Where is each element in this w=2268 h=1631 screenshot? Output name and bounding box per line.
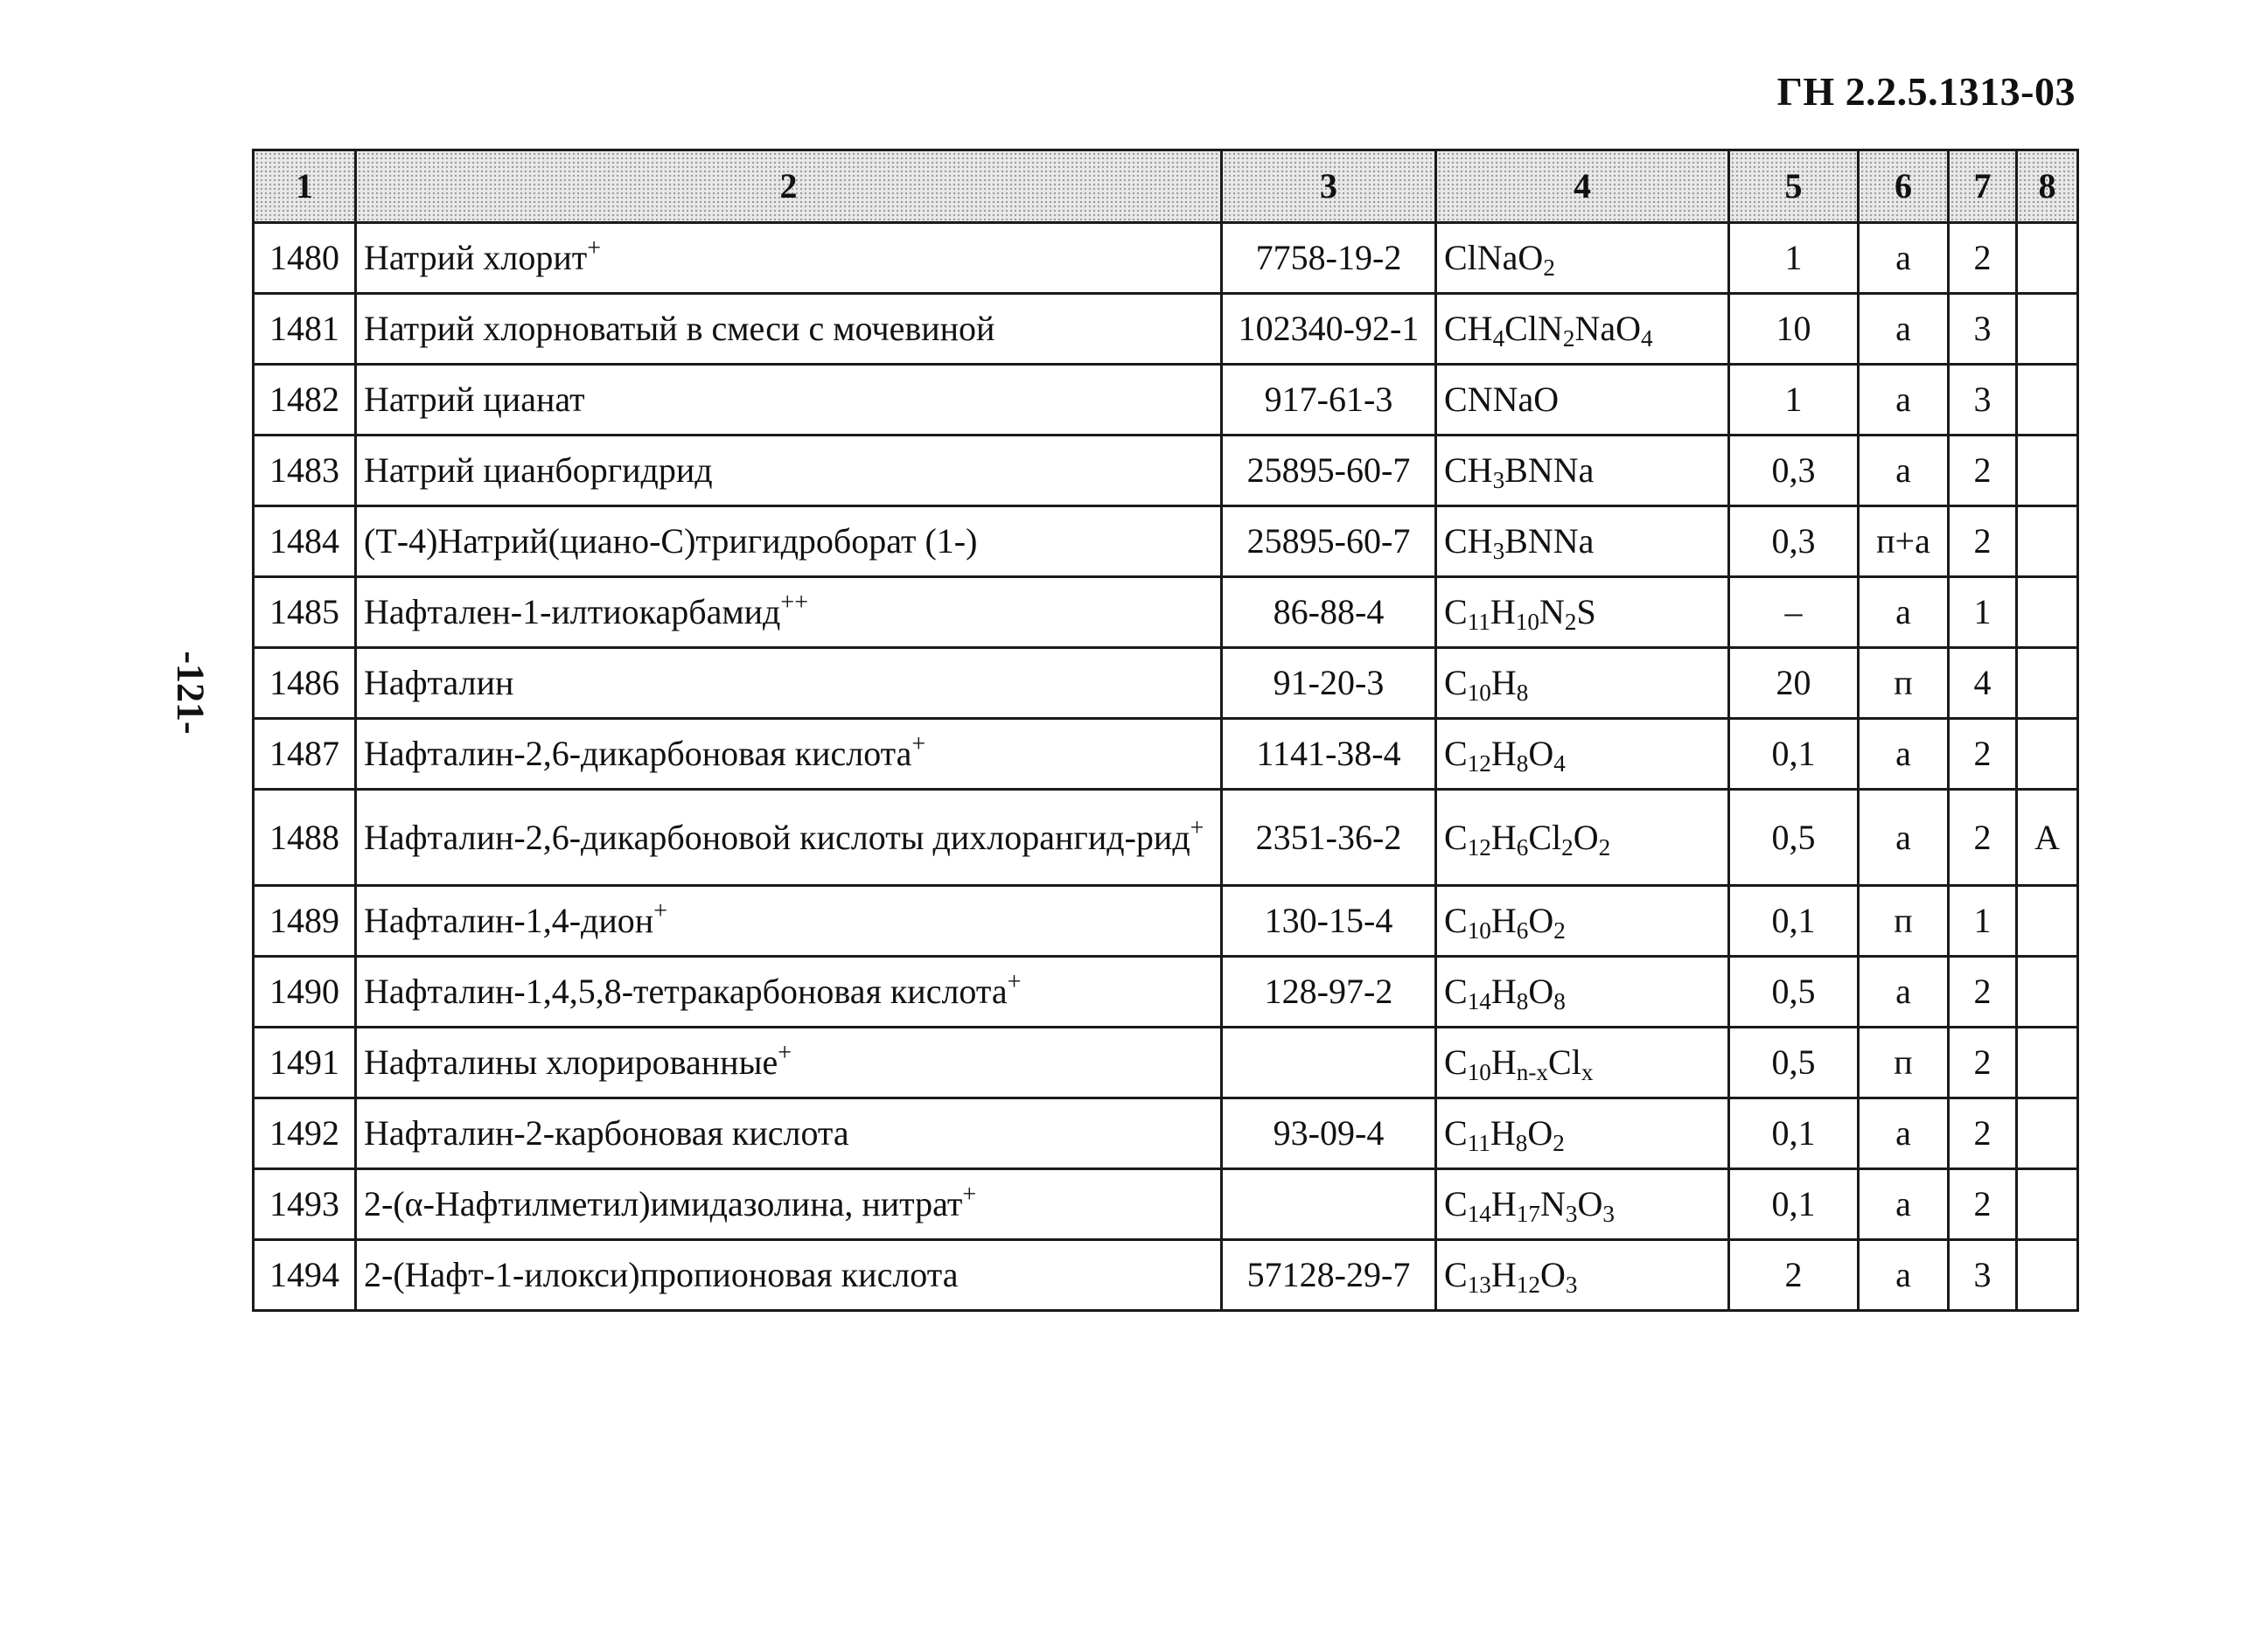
note-cell (2017, 1028, 2078, 1098)
row-number-cell: 1493 (254, 1169, 356, 1240)
hazard-class-cell: 2 (1949, 957, 2017, 1028)
formula-text: C (1444, 1113, 1468, 1153)
formula-cell (1436, 1098, 1729, 1169)
aggregate-state-cell: п (1859, 886, 1949, 957)
formula-subscript: 3 (1492, 466, 1505, 493)
limit-value-cell: 1 (1729, 365, 1859, 436)
formula-cell (1436, 365, 1729, 436)
table-body (254, 223, 2078, 1311)
note-cell (2017, 1169, 2078, 1240)
formula-cell (1436, 648, 1729, 719)
substance-name-cell (356, 223, 1222, 294)
column-header: 7 (1949, 150, 2017, 223)
column-header: 8 (2017, 150, 2078, 223)
row-number-cell: 1492 (254, 1098, 356, 1169)
substance-name-mark: + (911, 730, 926, 758)
limit-value-cell: 0,5 (1729, 1028, 1859, 1098)
note-cell (2017, 436, 2078, 506)
formula-text: Cl (1548, 1042, 1581, 1082)
formula-cell (1436, 957, 1729, 1028)
formula-cell (1436, 1240, 1729, 1311)
formula-text: H (1490, 1042, 1517, 1082)
aggregate-state-cell: а (1859, 1240, 1949, 1311)
substance-name-cell (356, 1098, 1222, 1169)
formula-subscript: 8 (1516, 749, 1529, 777)
table-row (254, 436, 2078, 506)
formula-subscript: 2 (1598, 833, 1611, 861)
cas-number-cell (1222, 1028, 1436, 1098)
formula-text: H (1490, 901, 1517, 940)
page-number: -121- (169, 651, 213, 735)
cas-number-cell: 2351-36-2 (1222, 790, 1436, 886)
substance-name: Нафтален-1-илтиокарбамид (364, 592, 781, 631)
column-header: 4 (1436, 150, 1729, 223)
limit-value-cell: 0,1 (1729, 719, 1859, 790)
formula-subscript: n-x (1516, 1058, 1549, 1085)
note-cell (2017, 1098, 2078, 1169)
substance-name-mark: + (1007, 968, 1022, 996)
formula-subscript: 2 (1561, 833, 1574, 861)
formula-subscript: 12 (1516, 1271, 1540, 1298)
hazard-class-cell: 2 (1949, 1028, 2017, 1098)
formula-text: ClN (1504, 309, 1563, 348)
formula-subscript: 6 (1516, 833, 1529, 861)
limit-value-cell: – (1729, 577, 1859, 648)
hazard-class-cell: 2 (1949, 1098, 2017, 1169)
formula-subscript: 3 (1565, 1200, 1578, 1227)
limit-value-cell: 0,1 (1729, 1098, 1859, 1169)
formula-subscript: 8 (1553, 987, 1566, 1014)
formula-subscript: 4 (1640, 324, 1653, 352)
substance-name: Нафталин-1,4-дион (364, 901, 654, 940)
limit-value-cell: 2 (1729, 1240, 1859, 1311)
hazard-class-cell: 2 (1949, 1169, 2017, 1240)
table-row (254, 506, 2078, 577)
cas-number-cell: 128-97-2 (1222, 957, 1436, 1028)
formula-text: C (1444, 1184, 1468, 1223)
substance-name-cell (356, 719, 1222, 790)
substance-name: Натрий цианборгидрид (364, 450, 713, 490)
table-row (254, 1169, 2078, 1240)
substance-name-cell (356, 577, 1222, 648)
formula-subscript: 11 (1467, 608, 1490, 635)
table-row (254, 365, 2078, 436)
substance-name: Натрий цианат (364, 380, 585, 419)
formula-subscript: 3 (1565, 1271, 1578, 1298)
row-number-cell: 1490 (254, 957, 356, 1028)
cas-number-cell: 91-20-3 (1222, 648, 1436, 719)
substance-name-mark: + (653, 897, 668, 925)
note-cell (2017, 577, 2078, 648)
substance-name-cell (356, 365, 1222, 436)
limit-value-cell: 0,3 (1729, 436, 1859, 506)
aggregate-state-cell: а (1859, 1169, 1949, 1240)
formula-cell (1436, 223, 1729, 294)
table-row (254, 223, 2078, 294)
hazard-class-cell: 1 (1949, 886, 2017, 957)
formula-text: H (1490, 663, 1517, 702)
substance-name: 2-(α-Нафтилметил)имидазолина, нитрат (364, 1184, 963, 1223)
cas-number-cell: 102340-92-1 (1222, 294, 1436, 365)
substance-name-cell (356, 1240, 1222, 1311)
substance-name-cell (356, 506, 1222, 577)
substance-name: Натрий хлорит (364, 238, 588, 277)
formula-text: C (1444, 817, 1468, 857)
substance-name: 2-(Нафт-1-илокси)пропионовая кислота (364, 1255, 959, 1294)
formula-text: C (1444, 592, 1468, 631)
formula-subscript: 2 (1553, 1129, 1565, 1156)
formula-subscript: 4 (1553, 749, 1566, 777)
formula-text: H (1490, 1184, 1517, 1223)
formula-subscript: 8 (1516, 679, 1529, 706)
note-cell (2017, 957, 2078, 1028)
formula-subscript: 10 (1467, 679, 1491, 706)
note-cell (2017, 294, 2078, 365)
formula-text: CH (1444, 521, 1493, 561)
formula-text: BNNa (1504, 450, 1595, 490)
substance-name-mark: + (778, 1039, 792, 1067)
table-row (254, 1098, 2078, 1169)
formula-subscript: 17 (1516, 1200, 1540, 1227)
cas-number-cell (1222, 1169, 1436, 1240)
formula-text: CNNaO (1444, 380, 1560, 419)
substance-name-mark: ++ (780, 589, 808, 617)
aggregate-state-cell: а (1859, 436, 1949, 506)
formula-text: N (1539, 592, 1565, 631)
aggregate-state-cell: п (1859, 1028, 1949, 1098)
limit-value-cell: 0,3 (1729, 506, 1859, 577)
formula-text: ClNaO (1444, 238, 1544, 277)
substances-table (252, 149, 2079, 1312)
cas-number-cell: 130-15-4 (1222, 886, 1436, 957)
substance-name-cell (356, 1028, 1222, 1098)
substance-name: Нафталин-1,4,5,8-тетракарбоновая кислота (364, 972, 1008, 1011)
column-header: 1 (254, 150, 356, 223)
table-row (254, 1028, 2078, 1098)
substance-name-mark: + (1190, 814, 1204, 842)
substance-name-cell (356, 436, 1222, 506)
formula-text: Cl (1528, 817, 1562, 857)
formula-text: O (1528, 901, 1554, 940)
hazard-class-cell: 2 (1949, 790, 2017, 886)
row-number-cell: 1480 (254, 223, 356, 294)
row-number-cell: 1481 (254, 294, 356, 365)
row-number-cell: 1494 (254, 1240, 356, 1311)
formula-cell (1436, 790, 1729, 886)
formula-subscript: x (1581, 1058, 1594, 1085)
note-cell (2017, 886, 2078, 957)
formula-cell (1436, 1028, 1729, 1098)
cas-number-cell: 25895-60-7 (1222, 436, 1436, 506)
formula-text: S (1576, 592, 1596, 631)
table-row (254, 1240, 2078, 1311)
note-cell (2017, 648, 2078, 719)
row-number-cell: 1488 (254, 790, 356, 886)
formula-text: BNNa (1504, 521, 1595, 561)
document-code: ГН 2.2.5.1313-03 (1776, 69, 2076, 114)
table-row (254, 957, 2078, 1028)
formula-subscript: 8 (1516, 987, 1529, 1014)
formula-text: O (1527, 1113, 1553, 1153)
table-row (254, 648, 2078, 719)
aggregate-state-cell: п (1859, 648, 1949, 719)
aggregate-state-cell: а (1859, 577, 1949, 648)
row-number-cell: 1484 (254, 506, 356, 577)
hazard-class-cell: 2 (1949, 223, 2017, 294)
table-row (254, 719, 2078, 790)
table-row (254, 790, 2078, 886)
substance-name-cell (356, 294, 1222, 365)
hazard-class-cell: 3 (1949, 365, 2017, 436)
formula-subscript: 14 (1467, 1200, 1491, 1227)
limit-value-cell: 20 (1729, 648, 1859, 719)
row-number-cell: 1486 (254, 648, 356, 719)
formula-subscript: 11 (1467, 1129, 1490, 1156)
row-number-cell: 1491 (254, 1028, 356, 1098)
hazard-class-cell: 1 (1949, 577, 2017, 648)
formula-text: C (1444, 1255, 1468, 1294)
formula-subscript: 13 (1467, 1271, 1491, 1298)
hazard-class-cell: 3 (1949, 1240, 2017, 1311)
table-row (254, 577, 2078, 648)
aggregate-state-cell: а (1859, 719, 1949, 790)
aggregate-state-cell: п+а (1859, 506, 1949, 577)
hazard-class-cell: 4 (1949, 648, 2017, 719)
formula-subscript: 10 (1467, 1058, 1491, 1085)
formula-cell (1436, 886, 1729, 957)
limit-value-cell: 1 (1729, 223, 1859, 294)
substance-name: (Т-4)Натрий(циано-С)тригидроборат (1-) (364, 521, 978, 561)
aggregate-state-cell: а (1859, 1098, 1949, 1169)
row-number-cell: 1482 (254, 365, 356, 436)
formula-subscript: 14 (1467, 987, 1491, 1014)
formula-subscript: 2 (1553, 917, 1566, 944)
aggregate-state-cell: а (1859, 223, 1949, 294)
formula-text: CH (1444, 309, 1493, 348)
limit-value-cell: 0,5 (1729, 790, 1859, 886)
cas-number-cell: 7758-19-2 (1222, 223, 1436, 294)
limit-value-cell: 0,5 (1729, 957, 1859, 1028)
note-cell (2017, 365, 2078, 436)
aggregate-state-cell: а (1859, 365, 1949, 436)
formula-text: H (1490, 972, 1517, 1011)
formula-text: O (1528, 734, 1554, 773)
formula-text: N (1539, 1184, 1566, 1223)
cas-number-cell: 25895-60-7 (1222, 506, 1436, 577)
cas-number-cell: 1141-38-4 (1222, 719, 1436, 790)
formula-subscript: 2 (1562, 324, 1575, 352)
formula-text: NaO (1574, 309, 1641, 348)
cas-number-cell: 93-09-4 (1222, 1098, 1436, 1169)
formula-subscript: 8 (1515, 1129, 1528, 1156)
substance-name-cell (356, 648, 1222, 719)
formula-cell (1436, 577, 1729, 648)
hazard-class-cell: 2 (1949, 719, 2017, 790)
row-number-cell: 1483 (254, 436, 356, 506)
substance-name-cell (356, 957, 1222, 1028)
formula-text: C (1444, 1042, 1468, 1082)
formula-cell (1436, 1169, 1729, 1240)
cas-number-cell: 57128-29-7 (1222, 1240, 1436, 1311)
formula-text: H (1490, 1113, 1516, 1153)
note-cell: А (2017, 790, 2078, 886)
substance-name: Нафталин-2-карбоновая кислота (364, 1113, 849, 1153)
row-number-cell: 1485 (254, 577, 356, 648)
substance-name-cell (356, 1169, 1222, 1240)
formula-text: C (1444, 734, 1468, 773)
note-cell (2017, 506, 2078, 577)
substance-name-cell (356, 886, 1222, 957)
column-header: 5 (1729, 150, 1859, 223)
table-row (254, 294, 2078, 365)
formula-text: C (1444, 901, 1468, 940)
aggregate-state-cell: а (1859, 790, 1949, 886)
note-cell (2017, 223, 2078, 294)
note-cell (2017, 719, 2078, 790)
formula-cell (1436, 294, 1729, 365)
formula-text: H (1490, 592, 1516, 631)
substance-name: Натрий хлорноватый в смеси с мочевиной (364, 309, 995, 348)
formula-subscript: 10 (1467, 917, 1491, 944)
formula-subscript: 6 (1516, 917, 1529, 944)
formula-subscript: 3 (1602, 1200, 1615, 1227)
formula-text: C (1444, 972, 1468, 1011)
formula-subscript: 10 (1515, 608, 1539, 635)
formula-subscript: 12 (1467, 749, 1491, 777)
formula-cell (1436, 719, 1729, 790)
formula-text: CH (1444, 450, 1493, 490)
formula-text: C (1444, 663, 1468, 702)
formula-cell (1436, 506, 1729, 577)
limit-value-cell: 0,1 (1729, 1169, 1859, 1240)
formula-text: O (1528, 972, 1554, 1011)
aggregate-state-cell: а (1859, 957, 1949, 1028)
hazard-class-cell: 3 (1949, 294, 2017, 365)
formula-subscript: 3 (1492, 537, 1505, 564)
row-number-cell: 1489 (254, 886, 356, 957)
limit-value-cell: 0,1 (1729, 886, 1859, 957)
column-header: 6 (1859, 150, 1949, 223)
hazard-class-cell: 2 (1949, 436, 2017, 506)
table-row (254, 886, 2078, 957)
note-cell (2017, 1240, 2078, 1311)
formula-cell (1436, 436, 1729, 506)
formula-subscript: 4 (1492, 324, 1505, 352)
formula-subscript: 12 (1467, 833, 1491, 861)
limit-value-cell: 10 (1729, 294, 1859, 365)
cas-number-cell: 86-88-4 (1222, 577, 1436, 648)
formula-subscript: 2 (1564, 608, 1577, 635)
formula-subscript: 2 (1543, 254, 1555, 281)
formula-text: O (1573, 817, 1599, 857)
column-header: 3 (1222, 150, 1436, 223)
hazard-class-cell: 2 (1949, 506, 2017, 577)
formula-text: O (1577, 1184, 1603, 1223)
substance-name-cell (356, 790, 1222, 886)
substance-name-mark: + (587, 234, 602, 262)
formula-text: O (1539, 1255, 1566, 1294)
cas-number-cell: 917-61-3 (1222, 365, 1436, 436)
column-header: 2 (356, 150, 1222, 223)
substance-name: Нафталин-2,6-дикарбоновой кислоты дихлорангид-рид (364, 817, 1190, 857)
row-number-cell: 1487 (254, 719, 356, 790)
substance-name: Нафталины хлорированные (364, 1042, 778, 1082)
formula-text: H (1490, 734, 1517, 773)
substance-name-mark: + (962, 1181, 977, 1209)
formula-text: H (1490, 1255, 1517, 1294)
aggregate-state-cell: а (1859, 294, 1949, 365)
table-header-row (254, 150, 2078, 223)
substance-name: Нафталин-2,6-дикарбоновая кислота (364, 734, 912, 773)
substance-name: Нафталин (364, 663, 514, 702)
formula-text: H (1490, 817, 1517, 857)
